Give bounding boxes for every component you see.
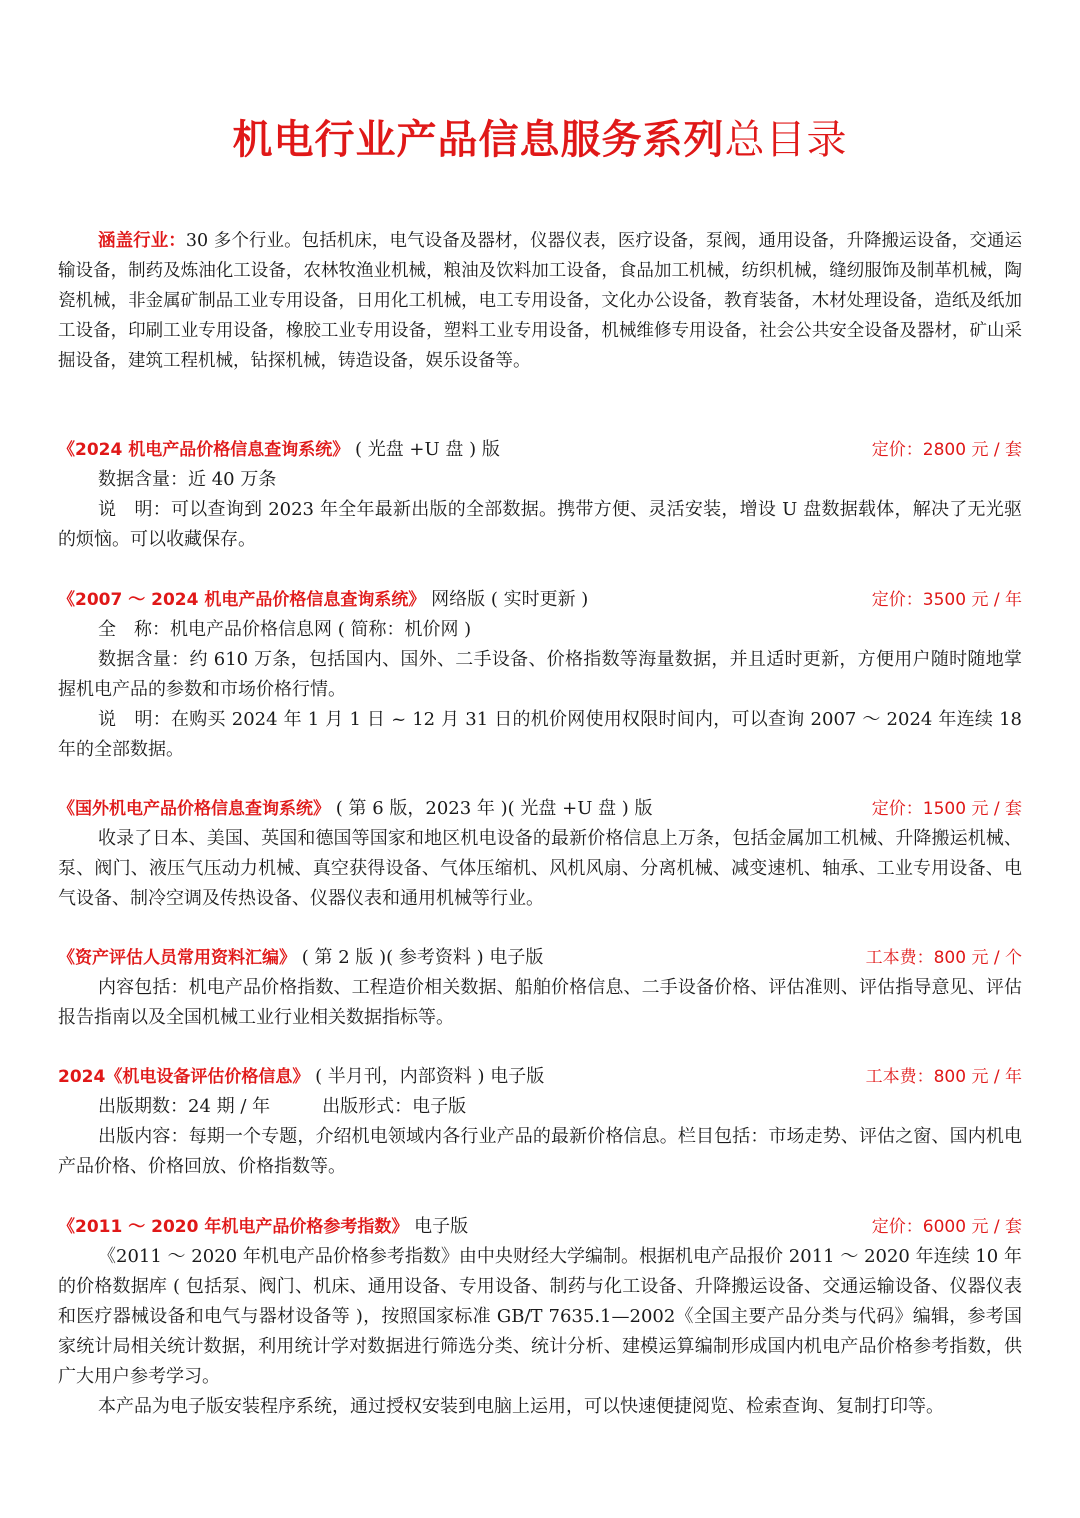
title-suffix: 总目录 [724,117,848,163]
product-detail: 说 明：可以查询到 2023 年全年最新出版的全部数据。携带方便、灵活安装，增设 U 盘数据载体，解决了无光驱的烦恼。可以收藏保存。 [58,499,1022,550]
product-detail: 收录了日本、美国、英国和德国等国家和地区机电设备的最新价格信息上万条，包括金属加工机械、升降搬运机械、泵、阀门、液压气压动力机械、真空获得设备、气体压缩机、风机风扇、分离机械、减变速机、轴承、工业专用设备、电气设备、制冷空调及传热设备、仪器仪表和通用机械等行业。 [58,828,1022,909]
product-price: 定价：6000 元 / 套 [871,1217,1022,1237]
product-section-4 [58,943,1022,1033]
product-detail: 说 明：在购买 2024 年 1 月 1 日 ~ 12 月 31 日的机价网使用权限时间内，可以查询 2007 ～ 2024 年连续 18 年的全部数据。 [58,709,1022,760]
publication-info-row [58,1092,1022,1122]
product-section-5 [58,1062,1022,1182]
product-header [58,794,1022,824]
industry-coverage [58,226,1022,376]
product-edition: ( 半月刊，内部资料 ) 电子版 [315,1066,545,1087]
coverage-text: 30 多个行业。包括机床，电气设备及器材，仪器仪表，医疗设备，泵阀，通用设备，升降搬运设备，交通运输设备，制药及炼油化工设备，农林牧渔业机械，粮油及饮料加工设备，食品加工机械，纺织机械，缝纫服饰及制革机械，陶瓷机械，非金属矿制品工业专用设备，日用化工机械，电工专用设备，文化办公设备，教育装备，木材处理设备，造纸及纸加工设备，印刷工业专用设备，橡胶工业专用设备，塑料工业专用设备，机械维修专用设备，社会公共安全设备及器材，矿山采掘设备，建筑工程机械，钻探机械，铸造设备，娱乐设备等。 [58,231,1023,371]
product-price: 定价：3500 元 / 年 [871,590,1022,610]
product-name: 《国外机电产品价格信息查询系统》 [58,799,330,819]
product-header [58,435,1022,465]
product-section-2 [58,585,1022,765]
product-section-3 [58,794,1022,914]
title-main: 机电行业产品信息服务系列 [232,117,725,163]
publication-format: 出版形式：电子版 [322,1096,467,1117]
product-detail: 全 称：机电产品价格信息网 ( 简称：机价网 ) [98,619,472,640]
product-header [58,1062,1022,1092]
product-edition: ( 第 6 版，2023 年 )( 光盘 +U 盘 ) 版 [335,798,653,819]
product-detail: 《2011 ～ 2020 年机电产品价格参考指数》由中央财经大学编制。根据机电产品报价 2011 ～ 2020 年连续 10 年的价格数据库 ( 包括泵、阀门、机床、通用设备、专用设备、制药与化工设备、升降搬运设备、交通运输设备、仪器仪表和医疗器械设备和电气与器材设备等 )，按照国家标准 GB/T 7635.1—2002《全国主要产品分类与代码》编辑，参考国家统计局相关统计数据，利用统计学对数据进行筛选分类、统计分析、建模运算编制形成国内机电产品价格参考指数，供广大用户参考学习。 [58,1246,1022,1387]
product-edition: ( 光盘 +U 盘 ) 版 [354,439,500,460]
product-name: 《资产评估人员常用资料汇编》 [58,948,296,968]
product-name: 《2011 ～ 2020 年机电产品价格参考指数》 [58,1217,409,1237]
product-detail: 数据含量：近 40 万条 [98,469,277,490]
product-header [58,585,1022,615]
coverage-label: 涵盖行业： [98,231,186,251]
product-price: 定价：1500 元 / 套 [871,799,1022,819]
product-price: 工本费：800 元 / 年 [865,1067,1022,1087]
product-detail: 内容包括：机电产品价格指数、工程造价相关数据、船舶价格信息、二手设备价格、评估准则、评估指导意见、评估报告指南以及全国机械工业行业相关数据指标等。 [58,977,1022,1028]
product-name: 《2007 ～ 2024 机电产品价格信息查询系统》 [58,590,426,610]
product-section-6 [58,1212,1022,1422]
product-price: 定价：2800 元 / 套 [871,440,1022,460]
product-detail: 本产品为电子版安装程序系统，通过授权安装到电脑上运用，可以快速便捷阅览、检索查询、复制打印等。 [98,1396,944,1417]
publication-frequency: 出版期数：24 期 / 年 [98,1096,271,1117]
product-header [58,1212,1022,1242]
product-price: 工本费：800 元 / 个 [865,948,1022,968]
product-name: 2024《机电设备评估价格信息》 [58,1067,310,1087]
product-header [58,943,1022,973]
product-section-1 [58,435,1022,555]
product-edition: 网络版 ( 实时更新 ) [431,589,589,610]
product-edition: 电子版 [414,1216,469,1237]
product-edition: ( 第 2 版 )( 参考资料 ) 电子版 [301,947,544,968]
page-title [0,108,1080,165]
product-name: 《2024 机电产品价格信息查询系统》 [58,440,350,460]
product-detail: 出版内容：每期一个专题，介绍机电领域内各行业产品的最新价格信息。栏目包括：市场走势、评估之窗、国内机电产品价格、价格回放、价格指数等。 [58,1126,1022,1177]
product-detail: 数据含量：约 610 万条，包括国内、国外、二手设备、价格指数等海量数据，并且适时更新，方便用户随时随地掌握机电产品的参数和市场价格行情。 [58,649,1022,700]
